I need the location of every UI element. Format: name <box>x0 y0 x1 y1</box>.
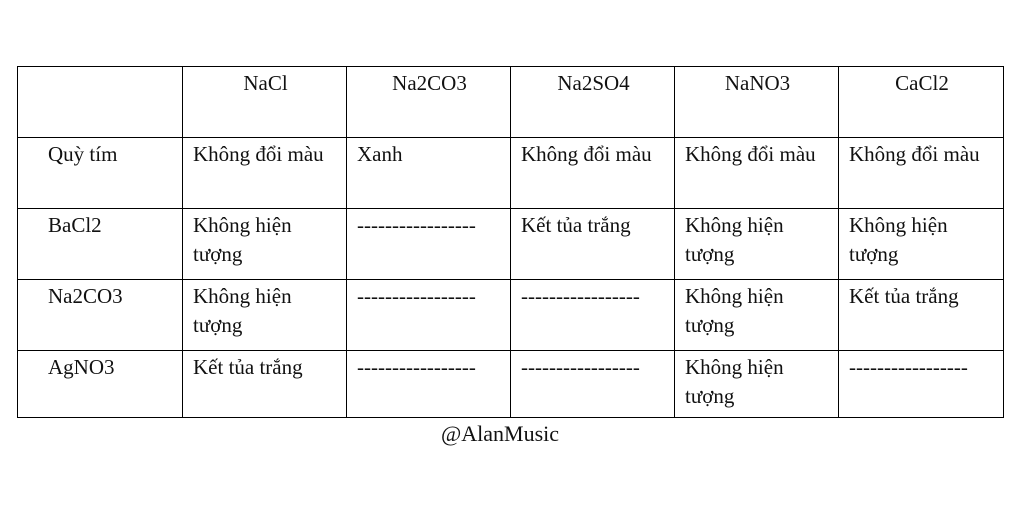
row-header-cell: AgNO3 <box>18 351 183 418</box>
header-cell-empty <box>18 67 183 138</box>
table-cell: Không hiện tượng <box>675 209 839 280</box>
table-cell: Kết tủa trắng <box>839 280 1004 351</box>
row-header-cell: Na2CO3 <box>18 280 183 351</box>
table-cell: ----------------- <box>511 280 675 351</box>
table-cell: ----------------- <box>839 351 1004 418</box>
table-cell: Không đổi màu <box>183 138 347 209</box>
table-cell: Không hiện tượng <box>183 209 347 280</box>
table-cell: Xanh <box>347 138 511 209</box>
table-row <box>18 280 1004 351</box>
table-cell: Không hiện tượng <box>675 351 839 418</box>
row-header-cell: BaCl2 <box>18 209 183 280</box>
table-cell: ----------------- <box>511 351 675 418</box>
table-cell: Kết tủa trắng <box>511 209 675 280</box>
row-header-cell: Quỳ tím <box>18 138 183 209</box>
header-cell-nano3: NaNO3 <box>675 67 839 138</box>
table-cell: Không hiện tượng <box>675 280 839 351</box>
table-cell: Không đổi màu <box>675 138 839 209</box>
table-cell: ----------------- <box>347 209 511 280</box>
table-row <box>18 351 1004 418</box>
watermark-text: @AlanMusic <box>440 421 560 446</box>
table-cell: Không hiện tượng <box>183 280 347 351</box>
table-cell: Không đổi màu <box>839 138 1004 209</box>
reaction-table <box>17 66 1004 418</box>
header-row <box>18 67 1004 138</box>
table-cell: ----------------- <box>347 280 511 351</box>
table-row <box>18 138 1004 209</box>
header-cell-nacl: NaCl <box>183 67 347 138</box>
table-cell: Không đổi màu <box>511 138 675 209</box>
table-cell: Kết tủa trắng <box>183 351 347 418</box>
table-cell: ----------------- <box>347 351 511 418</box>
table-row <box>18 209 1004 280</box>
table-cell: Không hiện tượng <box>839 209 1004 280</box>
header-cell-na2co3: Na2CO3 <box>347 67 511 138</box>
header-cell-cacl2: CaCl2 <box>839 67 1004 138</box>
header-cell-na2so4: Na2SO4 <box>511 67 675 138</box>
